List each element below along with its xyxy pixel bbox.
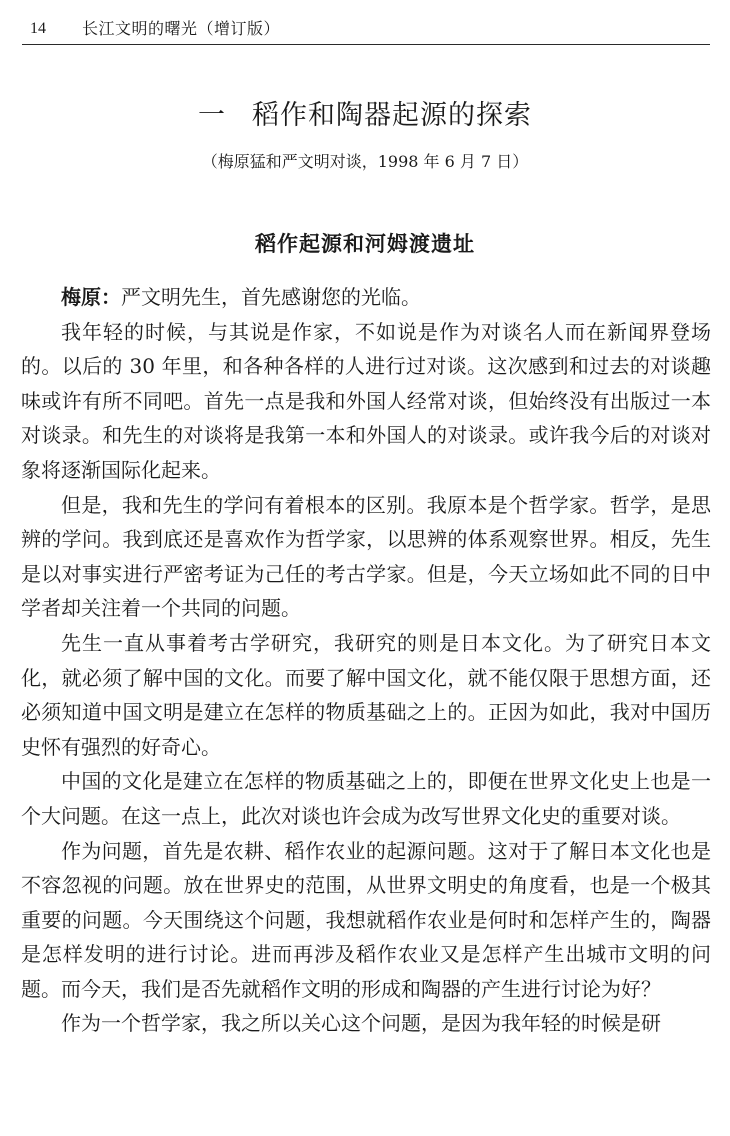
- running-header: [22, 14, 710, 45]
- paragraph-1-text: 严文明先生，首先感谢您的光临。: [121, 285, 421, 309]
- paragraph-1: [21, 280, 711, 315]
- chapter-subtitle: （梅原猛和严文明对谈，1998 年 6 月 7 日）: [201, 152, 529, 171]
- chapter-number: 一: [198, 100, 226, 131]
- page-number: 14: [30, 20, 46, 37]
- chapter-title: [0, 96, 730, 136]
- book-title: 长江文明的曙光（增订版）: [82, 19, 281, 38]
- paragraph-6: 作为问题，首先是农耕、稻作农业的起源问题。这对于了解日本文化也是不容忽视的问题。放在世界史的范围，从世界文明史的角度看，也是一个极其重要的问题。今天围绕这个问题，我想就稻作农业是何时和怎样产生的，陶器是怎样发明的进行讨论。进而再涉及稻作农业又是怎样产生出城市文明的问题。而今天，我们是否先就稻作文明的形成和陶器的产生进行讨论为好？: [21, 838, 711, 1001]
- paragraph-3: 但是，我和先生的学问有着根本的区别。我原本是个哲学家。哲学，是思辨的学问。我到底还是喜欢作为哲学家，以思辨的体系观察世界。相反，先生是以对事实进行严密考证为己任的考古学家。但是，今天立场如此不同的日中学者却关注着一个共同的问题。: [21, 492, 711, 621]
- body-text: [21, 280, 711, 1041]
- section-heading: 稻作起源和河姆渡遗址: [255, 232, 475, 256]
- paragraph-4: 先生一直从事着考古学研究，我研究的则是日本文化。为了研究日本文化，就必须了解中国的文化。而要了解中国文化，就不能仅限于思想方面，还必须知道中国文明是建立在怎样的物质基础之上的。正因为如此，我对中国历史怀有强烈的好奇心。: [21, 630, 711, 759]
- paragraph-7: 作为一个哲学家，我之所以关心这个问题，是因为我年轻的时候是研: [61, 1011, 661, 1036]
- paragraph-2: 我年轻的时候，与其说是作家，不如说是作为对谈名人而在新闻界登场的。以后的 30 年里，和各种各样的人进行过对谈。这次感到和过去的对谈趣味或许有所不同吧。首先一点是我和外国人经常对谈，但始终没有出版过一本对谈录。和先生的对谈将是我第一本和外国人的对谈录。或许我今后的对谈对象将逐渐国际化起来。: [21, 319, 711, 482]
- chapter-title-text: 稻作和陶器起源的探索: [252, 100, 532, 131]
- paragraph-5: 中国的文化是建立在怎样的物质基础之上的，即便在世界文化史上也是一个大问题。在这一点上，此次对谈也许会成为改写世界文化史的重要对谈。: [21, 769, 711, 828]
- speaker-label: 梅原：: [61, 285, 121, 309]
